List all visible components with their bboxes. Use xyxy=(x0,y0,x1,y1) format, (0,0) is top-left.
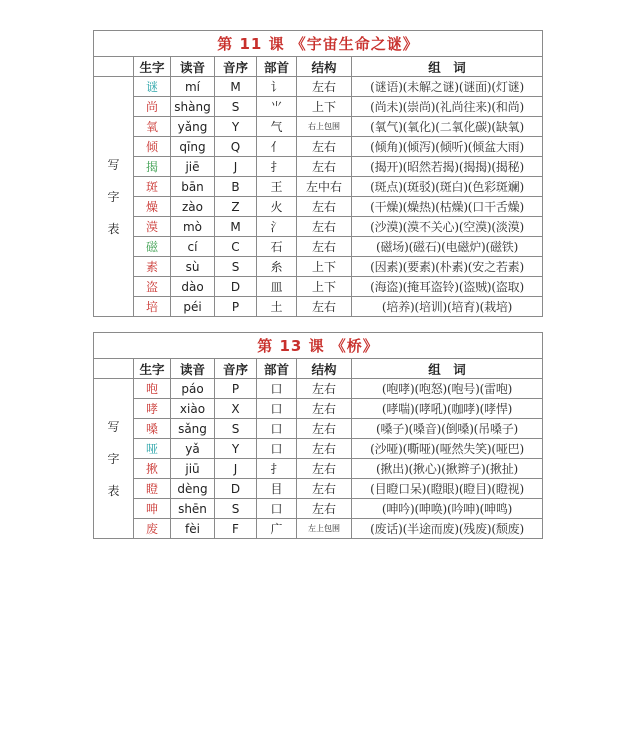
character-cell: 素 xyxy=(134,257,171,277)
radical-cell: 糸 xyxy=(257,257,297,277)
word-group-cell: (沙漠)(漠不关心)(空漠)(淡漠) xyxy=(352,217,543,237)
character-cell: 倾 xyxy=(134,137,171,157)
table-row xyxy=(94,419,543,439)
vocab-table-lesson-13 xyxy=(93,332,543,539)
table-row xyxy=(94,499,543,519)
title-row xyxy=(94,31,543,57)
structure-cell: 左右 xyxy=(297,439,352,459)
character-cell: 尚 xyxy=(134,97,171,117)
radical-cell: 扌 xyxy=(257,459,297,479)
header-structure: 结构 xyxy=(297,57,352,77)
word-group-cell: (因素)(要素)(朴素)(安之若素) xyxy=(352,257,543,277)
pinyin-cell: péi xyxy=(171,297,215,317)
character-cell: 燥 xyxy=(134,197,171,217)
phonetic-order-cell: Y xyxy=(215,117,257,137)
table-row xyxy=(94,117,543,137)
word-group-cell: (氧气)(氧化)(二氧化碳)(缺氧) xyxy=(352,117,543,137)
vocab-table-lesson-11 xyxy=(93,30,543,317)
radical-cell: 广 xyxy=(257,519,297,539)
structure-cell: 左右 xyxy=(297,297,352,317)
header-radical: 部首 xyxy=(257,57,297,77)
radical-cell: 氵 xyxy=(257,217,297,237)
table-row xyxy=(94,257,543,277)
phonetic-order-cell: J xyxy=(215,459,257,479)
header-char: 生字 xyxy=(134,57,171,77)
word-group-cell: (嗓子)(嗓音)(倒嗓)(吊嗓子) xyxy=(352,419,543,439)
character-cell: 培 xyxy=(134,297,171,317)
header-pinyin: 读音 xyxy=(171,359,215,379)
phonetic-order-cell: S xyxy=(215,419,257,439)
structure-cell: 左中右 xyxy=(297,177,352,197)
side-label-char: 字 xyxy=(107,189,120,204)
side-label xyxy=(94,77,134,317)
radical-cell: 讠 xyxy=(257,77,297,97)
radical-cell: 气 xyxy=(257,117,297,137)
pinyin-cell: páo xyxy=(171,379,215,399)
pinyin-cell: dèng xyxy=(171,479,215,499)
side-label xyxy=(94,379,134,539)
phonetic-order-cell: F xyxy=(215,519,257,539)
character-cell: 咆 xyxy=(134,379,171,399)
header-words: 组 词 xyxy=(352,57,543,77)
pinyin-cell: shēn xyxy=(171,499,215,519)
structure-cell: 右上包围 xyxy=(297,117,352,137)
phonetic-order-cell: D xyxy=(215,277,257,297)
table-body xyxy=(94,333,543,539)
structure-cell: 左右 xyxy=(297,399,352,419)
character-cell: 盗 xyxy=(134,277,171,297)
table-row xyxy=(94,197,543,217)
structure-cell: 左右 xyxy=(297,419,352,439)
word-group-cell: (斑点)(斑驳)(斑白)(色彩斑斓) xyxy=(352,177,543,197)
radical-cell: 皿 xyxy=(257,277,297,297)
phonetic-order-cell: P xyxy=(215,297,257,317)
phonetic-order-cell: X xyxy=(215,399,257,419)
side-label-char: 表 xyxy=(107,483,120,498)
structure-cell: 上下 xyxy=(297,277,352,297)
phonetic-order-cell: S xyxy=(215,257,257,277)
word-group-cell: (倾角)(倾泻)(倾听)(倾盆大雨) xyxy=(352,137,543,157)
pinyin-cell: shàng xyxy=(171,97,215,117)
pinyin-cell: qīng xyxy=(171,137,215,157)
character-cell: 磁 xyxy=(134,237,171,257)
word-group-cell: (废话)(半途而废)(残废)(颓废) xyxy=(352,519,543,539)
table-row xyxy=(94,379,543,399)
lesson-title: 第 13 课 《桥》 xyxy=(94,333,543,359)
header-structure: 结构 xyxy=(297,359,352,379)
side-label-char: 写 xyxy=(107,419,120,434)
table-row xyxy=(94,217,543,237)
table-row xyxy=(94,439,543,459)
word-group-cell: (呻吟)(呻唤)(吟呻)(呻鸣) xyxy=(352,499,543,519)
structure-cell: 左右 xyxy=(297,499,352,519)
radical-cell: 口 xyxy=(257,499,297,519)
radical-cell: 扌 xyxy=(257,157,297,177)
header-blank xyxy=(94,57,134,77)
pinyin-cell: jiū xyxy=(171,459,215,479)
phonetic-order-cell: Y xyxy=(215,439,257,459)
structure-cell: 上下 xyxy=(297,257,352,277)
phonetic-order-cell: C xyxy=(215,237,257,257)
character-cell: 哮 xyxy=(134,399,171,419)
pinyin-cell: mí xyxy=(171,77,215,97)
radical-cell: 亻 xyxy=(257,137,297,157)
table-row xyxy=(94,237,543,257)
phonetic-order-cell: M xyxy=(215,77,257,97)
structure-cell: 左右 xyxy=(297,479,352,499)
side-label-char: 写 xyxy=(107,157,120,172)
pinyin-cell: cí xyxy=(171,237,215,257)
structure-cell: 左右 xyxy=(297,137,352,157)
word-group-cell: (哮喘)(哮吼)(咖哮)(哮悍) xyxy=(352,399,543,419)
phonetic-order-cell: J xyxy=(215,157,257,177)
character-cell: 嗓 xyxy=(134,419,171,439)
word-group-cell: (沙哑)(嘶哑)(哑然失笑)(哑巴) xyxy=(352,439,543,459)
structure-cell: 左右 xyxy=(297,379,352,399)
word-group-cell: (目瞪口呆)(瞪眼)(瞪目)(瞪视) xyxy=(352,479,543,499)
table-row xyxy=(94,479,543,499)
radical-cell: 口 xyxy=(257,419,297,439)
table-row xyxy=(94,277,543,297)
word-group-cell: (尚未)(崇尚)(礼尚往来)(和尚) xyxy=(352,97,543,117)
header-row xyxy=(94,57,543,77)
character-cell: 废 xyxy=(134,519,171,539)
radical-cell: 王 xyxy=(257,177,297,197)
header-blank xyxy=(94,359,134,379)
structure-cell: 左右 xyxy=(297,157,352,177)
radical-cell: 石 xyxy=(257,237,297,257)
pinyin-cell: zào xyxy=(171,197,215,217)
structure-cell: 左右 xyxy=(297,237,352,257)
table-row xyxy=(94,297,543,317)
table-row xyxy=(94,519,543,539)
phonetic-order-cell: D xyxy=(215,479,257,499)
table-row xyxy=(94,97,543,117)
pinyin-cell: jiē xyxy=(171,157,215,177)
table-row xyxy=(94,77,543,97)
word-group-cell: (谜语)(未解之谜)(谜面)(灯谜) xyxy=(352,77,543,97)
character-cell: 呻 xyxy=(134,499,171,519)
pinyin-cell: yǎng xyxy=(171,117,215,137)
header-radical: 部首 xyxy=(257,359,297,379)
header-char: 生字 xyxy=(134,359,171,379)
header-pinyin: 读音 xyxy=(171,57,215,77)
radical-cell: 口 xyxy=(257,399,297,419)
pinyin-cell: yǎ xyxy=(171,439,215,459)
radical-cell: 口 xyxy=(257,379,297,399)
header-row xyxy=(94,359,543,379)
word-group-cell: (海盗)(掩耳盗铃)(盗贼)(盗取) xyxy=(352,277,543,297)
title-row xyxy=(94,333,543,359)
word-group-cell: (揭开)(昭然若揭)(揭揭)(揭秘) xyxy=(352,157,543,177)
side-label-char: 表 xyxy=(107,221,120,236)
pinyin-cell: fèi xyxy=(171,519,215,539)
radical-cell: 口 xyxy=(257,439,297,459)
phonetic-order-cell: S xyxy=(215,97,257,117)
side-label-char: 字 xyxy=(107,451,120,466)
pinyin-cell: sù xyxy=(171,257,215,277)
word-group-cell: (揪出)(揪心)(揪辫子)(揪扯) xyxy=(352,459,543,479)
table-row xyxy=(94,137,543,157)
structure-cell: 左右 xyxy=(297,217,352,237)
phonetic-order-cell: Q xyxy=(215,137,257,157)
character-cell: 哑 xyxy=(134,439,171,459)
radical-cell: 土 xyxy=(257,297,297,317)
structure-cell: 左右 xyxy=(297,197,352,217)
structure-cell: 左上包围 xyxy=(297,519,352,539)
radical-cell: 目 xyxy=(257,479,297,499)
pinyin-cell: xiào xyxy=(171,399,215,419)
radical-cell: ⺌ xyxy=(257,97,297,117)
pinyin-cell: sǎng xyxy=(171,419,215,439)
structure-cell: 上下 xyxy=(297,97,352,117)
structure-cell: 左右 xyxy=(297,77,352,97)
table-row xyxy=(94,459,543,479)
table-row xyxy=(94,157,543,177)
character-cell: 揭 xyxy=(134,157,171,177)
character-cell: 漠 xyxy=(134,217,171,237)
table-row xyxy=(94,177,543,197)
pinyin-cell: bān xyxy=(171,177,215,197)
phonetic-order-cell: M xyxy=(215,217,257,237)
header-words: 组 词 xyxy=(352,359,543,379)
pinyin-cell: dào xyxy=(171,277,215,297)
header-order: 音序 xyxy=(215,359,257,379)
word-group-cell: (干燥)(燥热)(枯燥)(口干舌燥) xyxy=(352,197,543,217)
pinyin-cell: mò xyxy=(171,217,215,237)
lesson-title: 第 11 课 《宇宙生命之谜》 xyxy=(94,31,543,57)
character-cell: 斑 xyxy=(134,177,171,197)
character-cell: 谜 xyxy=(134,77,171,97)
phonetic-order-cell: B xyxy=(215,177,257,197)
character-cell: 氧 xyxy=(134,117,171,137)
header-order: 音序 xyxy=(215,57,257,77)
word-group-cell: (咆哮)(咆怒)(咆号)(雷咆) xyxy=(352,379,543,399)
table-body xyxy=(94,31,543,317)
character-cell: 瞪 xyxy=(134,479,171,499)
structure-cell: 左右 xyxy=(297,459,352,479)
phonetic-order-cell: S xyxy=(215,499,257,519)
phonetic-order-cell: Z xyxy=(215,197,257,217)
character-cell: 揪 xyxy=(134,459,171,479)
phonetic-order-cell: P xyxy=(215,379,257,399)
table-row xyxy=(94,399,543,419)
word-group-cell: (培养)(培训)(培育)(栽培) xyxy=(352,297,543,317)
radical-cell: 火 xyxy=(257,197,297,217)
word-group-cell: (磁场)(磁石)(电磁炉)(磁铁) xyxy=(352,237,543,257)
